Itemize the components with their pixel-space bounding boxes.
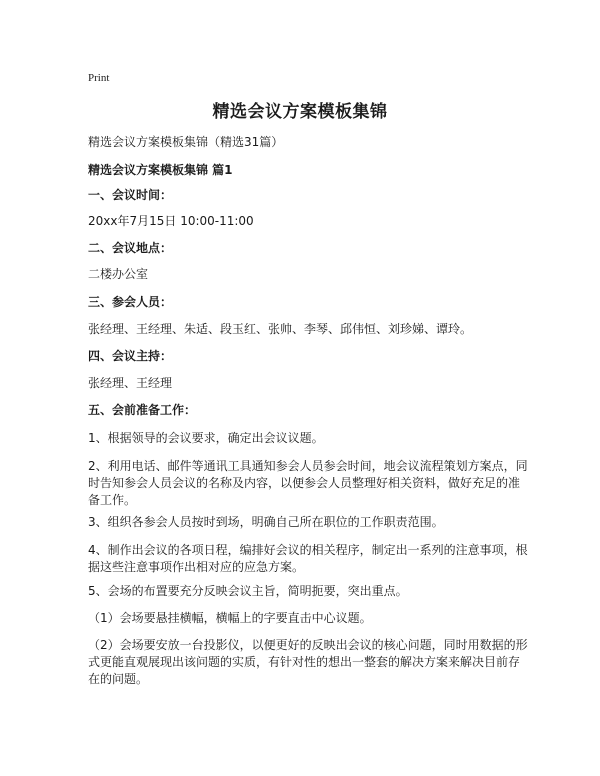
prep-item-5: 5、会场的布置要充分反映会议主旨，简明扼要，突出重点。 xyxy=(88,584,408,598)
prep-subitem-2: （2）会场要安放一台投影仪，以便更好的反映出会议的核心问题，同时用数据的形式更能直观展现出该问题的实质，有针对性的想出一整套的解决方案来解决目前存在的问题。 xyxy=(88,638,528,686)
print-label[interactable]: Print xyxy=(88,72,110,84)
heading-meeting-place: 二、会议地点： xyxy=(88,241,173,255)
attendees: 张经理、王经理、朱适、段玉红、张帅、李琴、邱伟恒、刘珍娣、谭玲。 xyxy=(88,322,473,336)
meeting-time: 20xx年7月15日 10:00-11:00 xyxy=(88,214,254,228)
document-title: 精选会议方案模板集锦 xyxy=(212,102,388,122)
subtitle: 精选会议方案模板集锦（精选31篇） xyxy=(88,135,284,149)
meeting-place: 二楼办公室 xyxy=(88,267,149,281)
prep-item-3: 3、组织各参会人员按时到场，明确自己所在职位的工作职责范围。 xyxy=(88,515,444,529)
prep-item-1: 1、根据领导的会议要求，确定出会议议题。 xyxy=(88,431,324,445)
heading-hosts: 四、会议主持： xyxy=(88,349,173,363)
heading-meeting-time: 一、会议时间： xyxy=(88,188,173,202)
heading-attendees: 三、参会人员： xyxy=(88,295,173,309)
heading-preparation: 五、会前准备工作： xyxy=(88,403,197,417)
prep-item-4: 4、制作出会议的各项日程，编排好会议的相关程序，制定出一系列的注意事项，根据这些注意事项作出相对应的应急方案。 xyxy=(88,543,528,574)
prep-subitem-1: （1）会场要悬挂横幅，横幅上的字要直击中心议题。 xyxy=(88,611,372,625)
hosts: 张经理、王经理 xyxy=(88,376,173,390)
prep-item-2: 2、利用电话、邮件等通讯工具通知参会人员参会时间，地会议流程策划方案点，同时告知参会人员会议的名称及内容，以便参会人员整理好相关资料，做好充足的准备工作。 xyxy=(88,459,528,507)
section-title: 精选会议方案模板集锦 篇1 xyxy=(88,163,233,177)
